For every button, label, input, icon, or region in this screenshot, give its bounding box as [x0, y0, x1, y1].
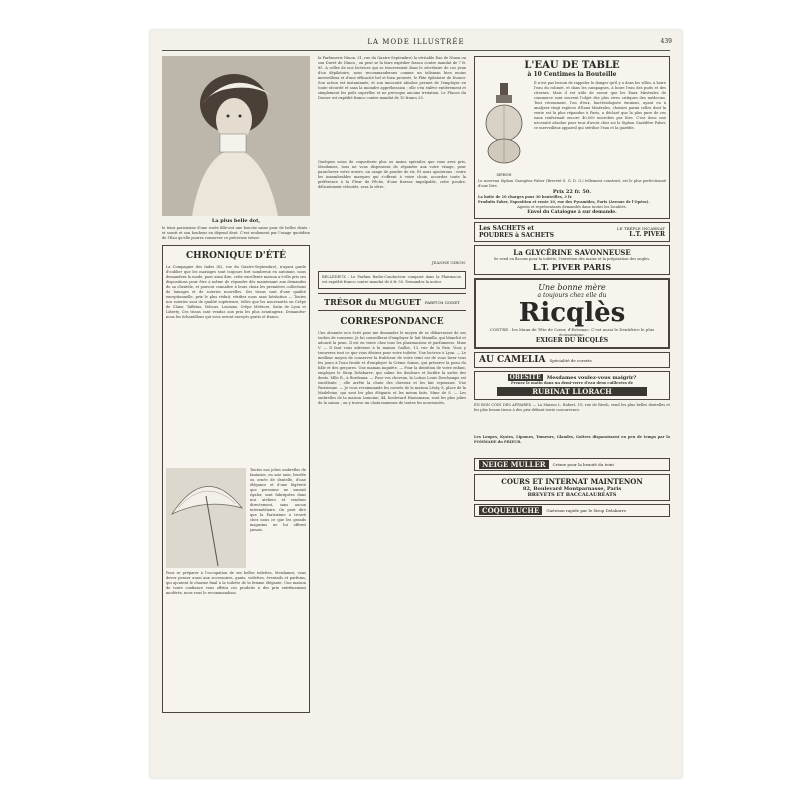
ricqles-line1: Une bonne mère [538, 283, 606, 292]
catalog-note: Envoi du Catalogue à sur demande. [527, 210, 617, 215]
siphon-illustration [478, 81, 530, 177]
sachets-title: Les SACHETS et POUDRES à SACHETS [479, 225, 554, 239]
page-number: 439 [660, 38, 672, 45]
coin-text: EN BON COIN DES AFFAIRES — La Maison L. Robert, 19, rue de Rivoli, vend les plus belles dentelles et les plus beaux tissus à des prix défiant toute concurrence. [474, 403, 670, 412]
ricqles-ad [474, 278, 670, 349]
sachets-ad [474, 222, 670, 242]
rubinat-label: RUBINAT LLORACH [497, 387, 647, 396]
maintenon-ad [474, 474, 670, 501]
chronique-text: La Compagnie des Indes (82, rue du Quatre-Septembre), n'ayant garde d'oublier que les mariages sont toujours fort nombreux en automne, nous demandera la mode, pour ainsi dire, cette excellente maison a-t-elle pris ses dispositions pour être à même de répondre dès maintenant aux demandes de sa clientèle, et pouvoir connaître à leurs choix les premières collections de lainages et de soieries nouvelles. Ses tissus sont d'une qualité exceptionnelle, prix le plus réduit, vérifiez nous sans hésitation — Toutes nos soieries sont de qualité supérieure, telles que les nouveautés en Crêpe de Chine, Taffetas, Velours, Louisine, Crêpe Météore, Satin de Lyon et Liberty. Ces tissus sont vendus aux prix les plus avantageux. Demandez-nous les échantillons qui vous seront envoyés gratis et franco. [166, 265, 306, 319]
tresor-title: TRÉSOR du MUGUET [324, 297, 421, 307]
glycerine-desc: Se vend en flacons pour la toilette, l'entretien des mains et la préparation des ongles. [493, 257, 651, 261]
obesite-question: Mesdames voulez-vous maigrir? [546, 374, 637, 381]
column-right [474, 56, 670, 517]
ricqles-contre: CONTRE : les Maux de Tête de Cœur, d'Estomac. C'est aussi le Dentifrice le plus économique. [489, 327, 655, 337]
coqueluche-sub: Guérison rapide par le Sirop Delabarre [546, 508, 626, 513]
ricqles-exiger: EXIGER DU RICQLÈS [535, 337, 609, 344]
camelia-title: AU CAMELIA [479, 355, 546, 365]
siphon-icon [478, 81, 530, 169]
col2-mid-text: Quelques soins de coquetterie plus ou moins spéciales que vous avez pris, Mesdames, tous ne vous dispensera de répondre aux votre visage, pour parachever votre œuvre, un usage de poudre de riz. Et nous ajouterons : entre les innombrables marques qui s'offrent à votre choix, accordez toute la préférence à la Fleur de Pêche, d'une finesse impalpable, cette poudre, délicatement veloutée, sera la vôtre. [318, 160, 466, 189]
tresor-muguet-ad [318, 293, 466, 311]
page-header-title: LA MODE ILLUSTRÉE [367, 38, 465, 46]
neige-sub: Crème pour la beauté du teint [552, 462, 615, 467]
maintenon-subjects: BREVETS ET BACCALAURÉATS [527, 492, 617, 498]
camelia-ad [474, 352, 670, 368]
neige-title: NEIGE MULLER [479, 460, 549, 469]
eau-text: Il n'est pas besoin de rappeler le danger qu'il y a dans les villes, à boire l'eau du robinet, et dans les campagnes, à boire l'eau des puits et des citernes. Mais il est utile de savoir que les Eaux Minérales de commerce sont souvent l'objet des plus vives critiques des médecins. Tout récemment, l'on d'eux, bactériologiste éminent, ayant eu à analyser vingt espèces d'Eaux Minérales, choisies parmi celles dont la vente est la plus répandue à Paris, a déclaré que la plus pure de ces eaux renfermait encore 40.000 microbes par litre. C'est donc une nécessité absolue pour tous d'avoir chez soi le Siphon Gazéifère Faber, ce merveilleux appareil qui stérilise l'eau et la gazéifie. [534, 81, 666, 130]
agents-note: Agents et représentants demandés dans toutes les localités. [517, 205, 627, 209]
faber-price: Prix 22 fr. 50. [552, 189, 592, 195]
glycerine-brand: L.T. PIVER PARIS [532, 262, 612, 272]
coqueluche-ad [474, 504, 670, 517]
maintenon-title: COURS ET INTERNAT MAINTENON [501, 477, 643, 486]
chronique-bottom-text: Pour se préparer à l'occupation de ses belles toilettes, Mesdames, vous devez penser aussi aux accessoires, gants, voilettes, éventails et parfums, qui ajoutent le charme final à la toilette de la femme élégante. Une maison de toute confiance vous offrira ces produits à des prix extrêmement modérés, nous vous le recommandons. [166, 571, 306, 595]
col2-signature: JEANNE GIRON. [431, 260, 466, 265]
glycerine-ad [474, 245, 670, 275]
belledeux-notice [318, 271, 466, 289]
obesite-ad [474, 371, 670, 400]
eau-de-table-ad [474, 56, 670, 219]
column-left [162, 56, 310, 713]
piver-label: L.T. PIVER [629, 231, 665, 238]
woman-portrait-illustration [162, 56, 310, 216]
lace-parasol-illustration [166, 468, 246, 568]
parasol-photo [166, 468, 246, 568]
maintenon-address: 82, Boulevard Montparnasse, Paris [522, 486, 622, 492]
eau-subtitle: à 10 Centimes la Bouteille [527, 71, 617, 78]
parasol-text: Toutes nos jolies ombrelles de fantaisie, en soie unie, brodée ou ornée de dentelle, d'une élégance et d'une légèreté que personne ne saurait égaler, sont fabriquées dans nos ateliers et vendues directement, sans aucun intermédiaire. On peut dire que la Parisienne a trouvé chez nous ce que les grands magasins ne lui offrent jamais. [250, 468, 306, 532]
faber-line: Le nouveau Siphon Gazogène Faber (Breveté S. G. D. G.) tellement construit, est le plus perfectionné d'une litre. [478, 179, 666, 188]
column-middle [318, 56, 466, 711]
ricqles-brand: Ricqlès [518, 298, 626, 328]
obesite-desc: Prenez le matin dans un demi-verre d'eau deux cuillerées de [511, 381, 633, 385]
ricqles-line2: a toujours chez elle du [537, 292, 607, 299]
portrait-caption: La plus belle dot, [211, 218, 261, 224]
correspondance-text: Une abonnée m'a écrit pour me demander le moyen de se débarrasser de ses taches de rousseur. Je lui conseillerai d'employer le lait Mamilla, qui blanchit et adoucit la peau. Il est en vente chez tous les pharmaciens et parfumeurs. Mme V. — Il faut vous adresser à la maison Gaillot, 13, rue de la Paix. Vous y trouverez tout ce que vous désirez pour votre toilette. Une lectrice à Lyon. — Le meilleur moyen de conserver la fraîcheur de votre teint est de vous laver tous les jours à l'eau froide et d'employer la Crème Simon, qui préserve la peau du hâle et des gerçures. Une maman inquiète. — Pour la dentition de votre enfant, employez le Sirop Delabarre, qui calme les douleurs et facilite la sortie des dents. Mlle R., à Bordeaux. — Pour vos cheveux, la Lotion Louis Deschamps est excellente ; elle arrête la chute des cheveux et les fait repousser. Une Parisienne. — Je vous recommande les corsets de la maison Léoty, 8, place de la Madeleine, qui sont les plus élégants et les mieux faits. Mme de S. — Les ombrelles de la maison Lemoine, 44, boulevard Haussmann, sont les plus jolies de la saison ; on y trouve un choix immense de toutes les nouveautés. [318, 331, 466, 405]
correspondance-title: CORRESPONDANCE [340, 317, 444, 327]
portrait-caption-text: le teint parisienne d'une rosée fille-ont une bouche saine pour de belles dents : et sourit et son bonheur en dépend dent. C'est seulement par l'usage quotidien de l'Eau qu'elle pourra conserver ce précieuse trésor. [162, 226, 310, 240]
obesite-label: OBÉSITÉ [509, 374, 541, 381]
newspaper-page [150, 30, 682, 778]
box-price: La boîte de 10 charges pour 30 bouteilles, 3 fr. [478, 195, 573, 199]
col2-top-text: la Parfumerie Ninon, 31, rue du Quatre-Septembre) la véritable Eau de Ninon ou son Duvet de Ninon ; on peut se la faire expédier franco contre mandat de 7 fr. 85. A celles de nos lectrices qui se trouveraient dans le sécrétaire de ces yeux d'un dépilatoire, nous recommanderons comme un talisman bien moins merveilleux et d'une efficacité bel et bien prouvée, le Pâte épilatoire de Dusser. Son action est instantanée, et son innocuité absolue permet de l'employer en toute sécurité et sans la moindre appréhension ; elle s'en enlève entièrement et simplement les poils superflus et ne provoque aucune irritation. Le Flacon du Dusser est expédié franco contre mandat de 10 francs 25. [318, 56, 466, 100]
glycerine-title: La GLYCÉRINE SAVONNEUSE [513, 248, 631, 257]
siphon-label: SIPHON [496, 173, 512, 177]
camelia-sub: Spécialité de corsets [549, 357, 592, 363]
woman-portrait-photo [162, 56, 310, 216]
tresor-sub: PARFUM GODET [424, 299, 460, 305]
belledeux-text: BELLEDEUX : Le Parfum Radio-Conducteur composé dans la Pharmacie, est expédié franco contre mandat de 6 fr. 50. Demandez la notice. [322, 275, 462, 284]
header-rule [162, 50, 670, 51]
loupes-text: Les Loupes, Kystes, Lipomes, Tumeurs, Glandes, Goitres disparaissent en peu de temps par la POMMADE du PRIEUR. [474, 435, 670, 444]
chronique-title: CHRONIQUE D'ÉTÉ [185, 251, 287, 261]
trefle-label: LE TRÈFLE INCARNAT [617, 226, 665, 231]
chronique-box [162, 245, 310, 713]
neige-muller-ad [474, 458, 670, 471]
faber-products: Produits Faber, Exposition et vente 10, rue des Pyramides, Paris (Avenue de l'Opéra). [478, 200, 650, 204]
coqueluche-title: COQUELUCHE [479, 506, 542, 515]
eau-title: L'EAU DE TABLE [524, 60, 620, 71]
